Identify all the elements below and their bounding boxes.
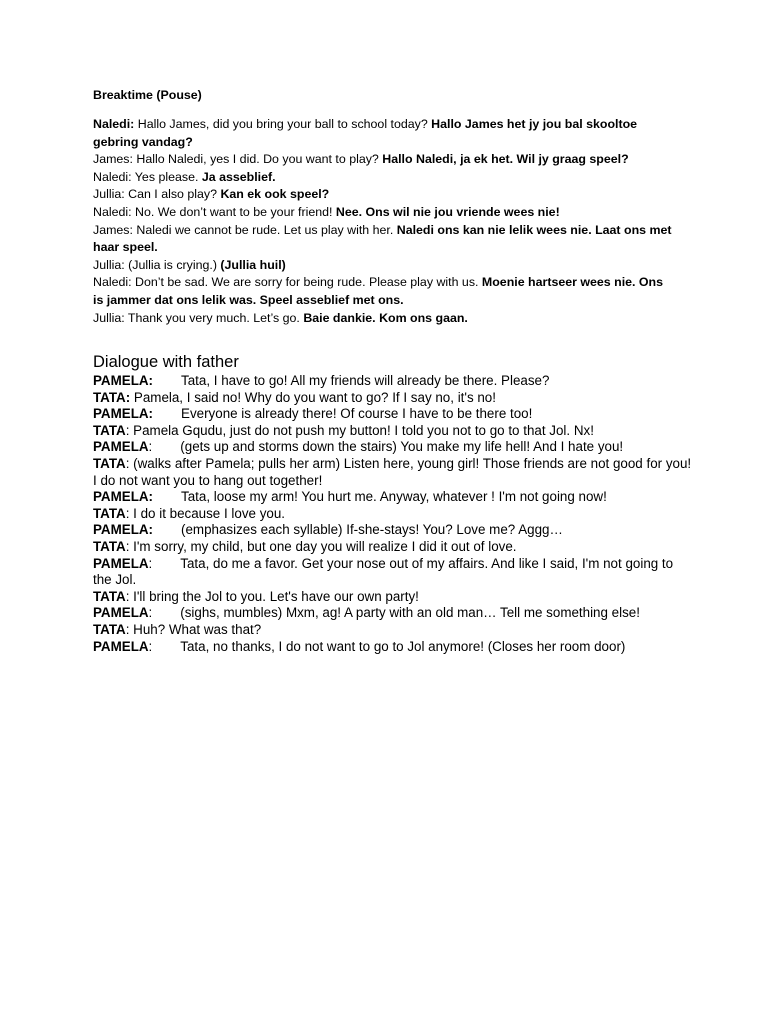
speaker-name: Jullia: — [93, 310, 125, 325]
line-translation: Baie dankie. Kom ons gaan. — [303, 310, 468, 325]
line-text: Yes please. — [131, 169, 202, 184]
dialogue-line — [93, 439, 693, 456]
line-translation: Moenie hartseer wees nie. Ons is jammer dat ons lelik was. Speel asseblief met ons. — [93, 275, 664, 307]
dialogue-line — [93, 506, 693, 523]
line-text: Can I also play? — [124, 187, 221, 202]
father-dialogue-section — [93, 352, 693, 655]
speaker-name: TATA — [93, 538, 126, 554]
speaker-name: PAMELA — [93, 439, 149, 455]
speaker-name: James: — [93, 222, 133, 237]
line-text: Tata, do me a favor. Get your nose out of my affairs. And like I said, I'm not going to the Jol. — [93, 555, 674, 588]
dialogue-line — [93, 310, 673, 328]
speaker-name: PAMELA: — [93, 406, 154, 422]
dialogue-line — [93, 522, 693, 539]
speaker-name: PAMELA — [93, 605, 149, 621]
line-text: (gets up and storms down the stairs) You make my life hell! And I hate you! — [180, 439, 624, 455]
speaker-name: TATA — [93, 422, 126, 438]
breaktime-title: Breaktime (Pouse) — [93, 88, 202, 102]
line-text: : I do it because I love you. — [125, 505, 286, 521]
speaker-name: PAMELA: — [93, 522, 154, 538]
speaker-name: TATA: — [93, 389, 131, 405]
breaktime-section — [93, 86, 673, 327]
line-text: : I'm sorry, my child, but one day you will realize I did it out of love. — [125, 538, 517, 554]
line-text: Thank you very much. Let’s go. — [124, 310, 304, 325]
line-text: No. We don’t want to be your friend! — [131, 204, 336, 219]
speaker-name: PAMELA — [93, 638, 149, 654]
speaker-name: Jullia: — [93, 257, 125, 272]
line-translation: Naledi ons kan nie lelik wees nie. Laat ons met haar speel. — [93, 222, 672, 255]
speaker-name: PAMELA: — [93, 373, 154, 388]
speaker-colon: : — [148, 605, 153, 621]
dialogue-line — [93, 639, 693, 656]
line-text: Naledi we cannot be rude. Let us play with her. — [132, 222, 397, 237]
line-text: Tata, loose my arm! You hurt me. Anyway, whatever ! I'm not going now! — [181, 489, 607, 505]
dialogue-line — [93, 489, 693, 506]
dialogue-line — [93, 390, 693, 407]
line-text: (emphasizes each syllable) If-she-stays! You? Love me? Aggg… — [181, 522, 563, 538]
speaker-name: TATA — [93, 588, 126, 604]
dialogue-line — [93, 406, 693, 423]
line-text: Pamela, I said no! Why do you want to go? If I say no, it's no! — [130, 389, 496, 405]
dialogue-line — [93, 222, 673, 257]
speaker-name: Jullia: — [93, 187, 125, 202]
line-text: : (walks after Pamela; pulls her arm) Listen here, young girl! Those friends are not good for you! I do not want you to hang out together! — [93, 455, 692, 488]
line-translation: Hallo Naledi, ja ek het. Wil jy graag speel? — [382, 152, 629, 167]
dialogue-line — [93, 622, 693, 639]
speaker-name: TATA — [93, 621, 126, 637]
speaker-name: James: — [93, 152, 133, 167]
speaker-name: Naledi: — [93, 169, 132, 184]
speaker-name: TATA — [93, 505, 126, 521]
dialogue-line — [93, 257, 673, 275]
speaker-name: PAMELA — [93, 555, 149, 571]
dialogue-line — [93, 456, 693, 489]
dialogue-line — [93, 204, 673, 222]
dialogue-line — [93, 186, 673, 204]
line-translation: Hallo James het jy jou bal skooltoe gebring vandag? — [93, 117, 638, 149]
line-translation: (Jullia huil) — [220, 257, 286, 272]
dialogue-line — [93, 589, 693, 606]
line-text: Everyone is already there! Of course I have to be there too! — [181, 406, 533, 422]
line-translation: Nee. Ons wil nie jou vriende wees nie! — [335, 204, 560, 219]
speaker-name: Naledi: — [93, 117, 135, 131]
dialogue-line — [93, 605, 693, 622]
line-text: (sighs, mumbles) Mxm, ag! A party with an old man… Tell me something else! — [180, 605, 640, 621]
section-heading: Dialogue with father — [93, 353, 239, 371]
line-text: : Huh? What was that? — [125, 621, 262, 637]
line-translation: Ja asseblief. — [201, 169, 276, 184]
dialogue-line — [93, 274, 673, 309]
line-text: : Pamela Gqudu, just do not push my button! I told you not to go to that Jol. Nx! — [125, 422, 594, 438]
line-translation: Kan ek ook speel? — [220, 187, 330, 202]
dialogue-line — [93, 373, 693, 390]
dialogue-line — [93, 169, 673, 187]
line-text: : I'll bring the Jol to you. Let's have our own party! — [125, 588, 419, 604]
dialogue-line — [93, 556, 693, 589]
speaker-name: TATA — [93, 455, 126, 471]
line-text: Tata, I have to go! All my friends will already be there. Please? — [181, 373, 550, 388]
speaker-colon: : — [148, 555, 153, 571]
line-text: Hallo James, did you bring your ball to school today? — [134, 117, 432, 131]
speaker-name: PAMELA: — [93, 489, 154, 505]
line-text: Tata, no thanks, I do not want to go to Jol anymore! (Closes her room door) — [180, 638, 626, 654]
speaker-colon: : — [148, 439, 153, 455]
speaker-name: Naledi: — [93, 204, 132, 219]
dialogue-line — [93, 539, 693, 556]
dialogue-line — [93, 116, 673, 151]
speaker-name: Naledi: — [93, 275, 132, 290]
line-text: Don’t be sad. We are sorry for being rude. Please play with us. — [131, 275, 482, 290]
dialogue-line — [93, 423, 693, 440]
speaker-colon: : — [148, 638, 153, 654]
line-text: Hallo Naledi, yes I did. Do you want to play? — [132, 152, 383, 167]
line-text: (Jullia is crying.) — [124, 257, 221, 272]
dialogue-line — [93, 151, 673, 169]
